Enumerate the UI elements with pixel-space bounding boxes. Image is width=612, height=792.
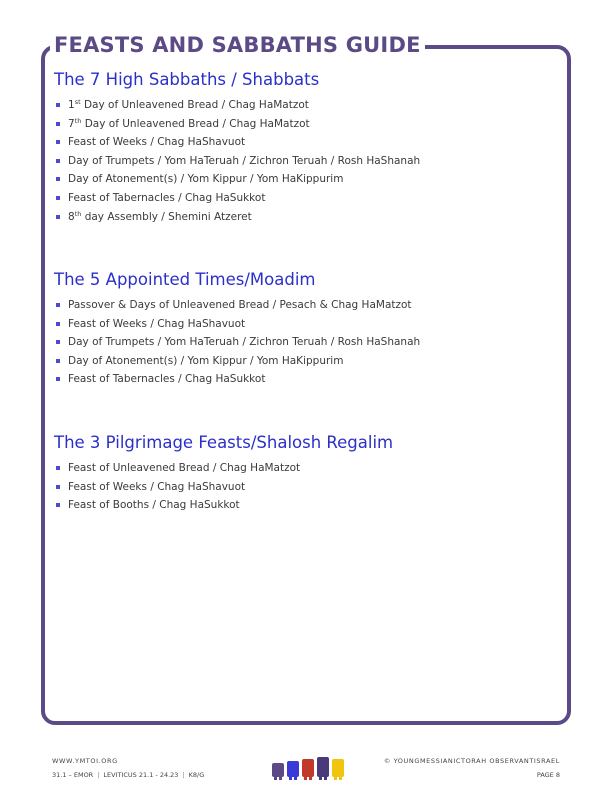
ordinal-number: 7 bbox=[68, 117, 75, 130]
list-item bbox=[54, 170, 554, 189]
bullet-icon bbox=[56, 177, 60, 181]
list-item bbox=[54, 459, 554, 478]
list-item bbox=[54, 352, 554, 371]
section-3 bbox=[54, 433, 554, 515]
logo-figure-2 bbox=[287, 761, 299, 780]
list-item bbox=[54, 152, 554, 171]
bullet-icon bbox=[56, 485, 60, 489]
footer-lesson: 31.1 – EMOR bbox=[52, 771, 94, 779]
item-text: Feast of Weeks / Chag HaShavuot bbox=[68, 317, 246, 330]
item-text: Feast of Weeks / Chag HaShavuot bbox=[68, 480, 246, 493]
list-item bbox=[54, 133, 554, 152]
section-1 bbox=[54, 70, 554, 226]
list-item bbox=[54, 296, 554, 315]
logo-figure-4 bbox=[317, 757, 329, 780]
bullet-icon bbox=[56, 503, 60, 507]
ordinal-suffix: th bbox=[74, 209, 82, 218]
bullet-icon bbox=[56, 159, 60, 163]
item-text: Day of Trumpets / Yom HaTeruah / Zichron Teruah / Rosh HaShanah bbox=[68, 154, 421, 167]
list-item bbox=[54, 96, 554, 115]
logo-figure-1 bbox=[272, 763, 284, 780]
logo-figure-3 bbox=[302, 759, 314, 780]
footer-meta bbox=[52, 768, 208, 782]
logo-figure-5 bbox=[332, 759, 344, 780]
page-number: PAGE 8 bbox=[536, 771, 560, 779]
bullet-icon bbox=[56, 215, 60, 219]
bullet-icon bbox=[56, 377, 60, 381]
item-text: Day of Trumpets / Yom HaTeruah / Zichron Teruah / Rosh HaShanah bbox=[68, 336, 421, 349]
ordinal-number: 8 bbox=[68, 210, 75, 223]
item-text: Day of Unleavened Bread / Chag HaMatzot bbox=[80, 99, 309, 111]
list-item bbox=[54, 478, 554, 497]
item-text: Day of Atonement(s) / Yom Kippur / Yom HaKippurim bbox=[68, 354, 344, 367]
footer-copyright: © YOUNGMESSIANICTORAH OBSERVANTISRAEL bbox=[383, 757, 560, 765]
item-text: Feast of Unleavened Bread / Chag HaMatzot bbox=[68, 462, 301, 474]
footer-separator: | bbox=[182, 771, 185, 779]
section-heading: The 7 High Sabbaths / Shabbats bbox=[54, 70, 320, 89]
footer-separator: | bbox=[97, 771, 100, 779]
footer-scripture: LEVITICUS 21.1 - 24.23 bbox=[103, 771, 179, 779]
bullet-icon bbox=[56, 340, 60, 344]
item-text: Feast of Tabernacles / Chag HaSukkot bbox=[68, 373, 266, 386]
item-text: day Assembly / Shemini Atzeret bbox=[81, 210, 252, 223]
footer-grade: K8/G bbox=[188, 771, 205, 779]
item-text: Day of Unleavened Bread / Chag HaMatzot bbox=[81, 117, 310, 130]
section-heading: The 5 Appointed Times/Moadim bbox=[54, 270, 316, 289]
ordinal-suffix: th bbox=[74, 116, 82, 125]
feast-list bbox=[54, 459, 554, 515]
footer-right bbox=[384, 754, 560, 782]
footer-left bbox=[52, 754, 208, 782]
item-text: Passover & Days of Unleavened Bread / Pesach & Chag HaMatzot bbox=[68, 299, 412, 311]
item-text: Feast of Weeks / Chag HaShavuot bbox=[68, 136, 246, 149]
ordinal-number: 1 bbox=[68, 99, 75, 111]
item-text: Day of Atonement(s) / Yom Kippur / Yom HaKippurim bbox=[68, 173, 344, 186]
bullet-icon bbox=[56, 322, 60, 326]
list-item bbox=[54, 496, 554, 515]
list-item bbox=[54, 333, 554, 352]
bullet-icon bbox=[56, 196, 60, 200]
section-2 bbox=[54, 270, 554, 389]
list-item bbox=[54, 370, 554, 389]
ordinal-suffix: st bbox=[74, 98, 81, 106]
bullet-icon bbox=[56, 359, 60, 363]
list-item bbox=[54, 208, 554, 227]
page-title: FEASTS AND SABBATHS GUIDE bbox=[50, 32, 425, 58]
bullet-icon bbox=[56, 303, 60, 307]
bullet-icon bbox=[56, 122, 60, 126]
footer-url[interactable]: WWW.YMTOI.ORG bbox=[52, 757, 118, 765]
section-heading: The 3 Pilgrimage Feasts/Shalosh Regalim bbox=[54, 433, 394, 452]
ymtoi-logo-icon bbox=[270, 753, 346, 781]
list-item bbox=[54, 189, 554, 208]
bullet-icon bbox=[56, 466, 60, 470]
item-text: Feast of Booths / Chag HaSukkot bbox=[68, 499, 240, 512]
feast-list bbox=[54, 96, 554, 226]
list-item bbox=[54, 115, 554, 134]
item-text: Feast of Tabernacles / Chag HaSukkot bbox=[68, 191, 266, 204]
bullet-icon bbox=[56, 103, 60, 107]
feast-list bbox=[54, 296, 554, 389]
list-item bbox=[54, 315, 554, 334]
bullet-icon bbox=[56, 140, 60, 144]
